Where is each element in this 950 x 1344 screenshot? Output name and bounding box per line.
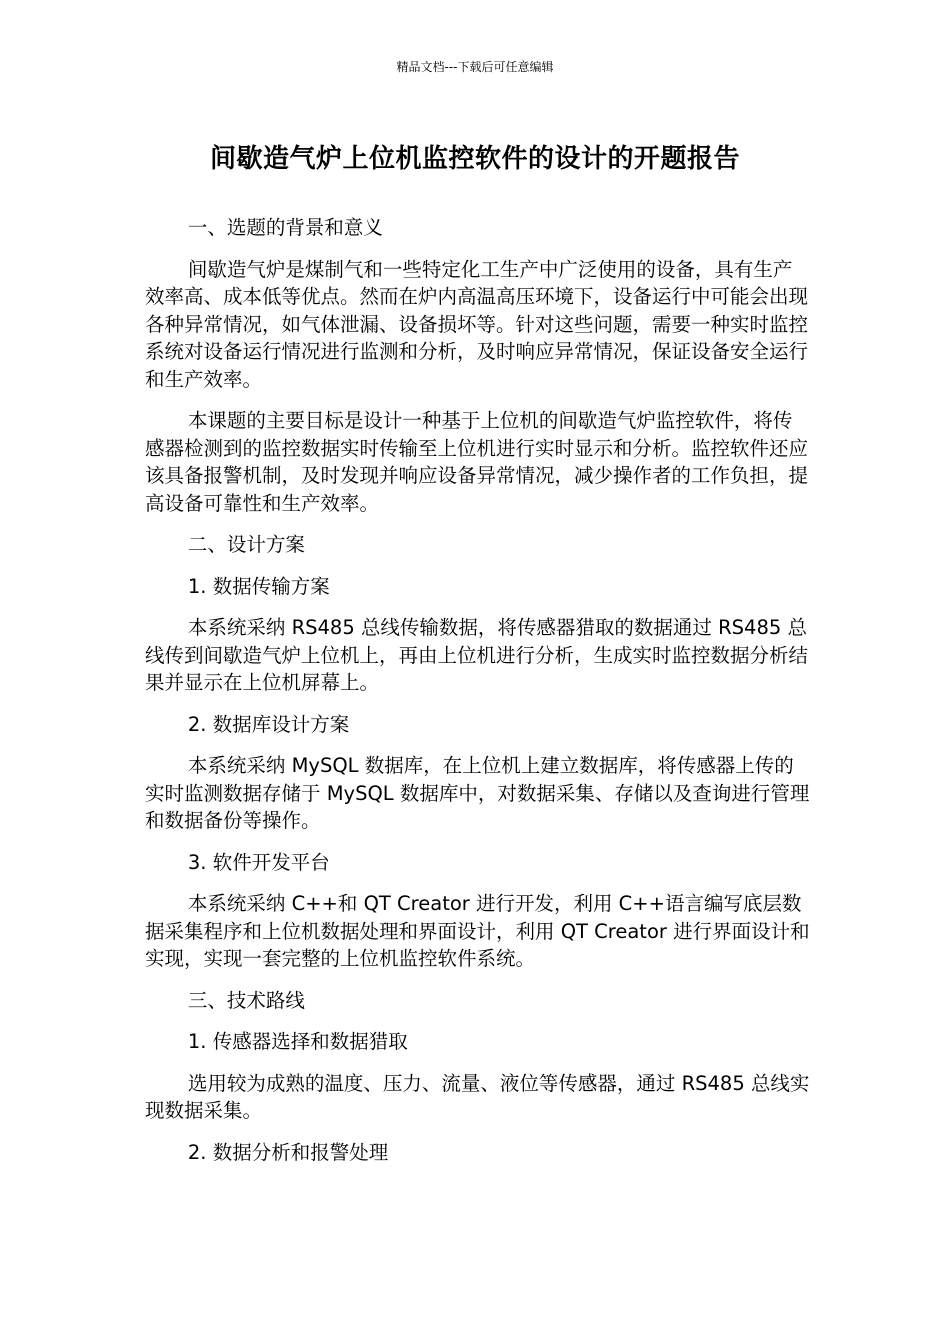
subheading-dev-platform: 3. 软件开发平台 — [187, 850, 330, 874]
document-body — [145, 214, 810, 1180]
paragraph-database-design: 本系统采纳 MySQL 数据库，在上位机上建立数据库，将传感器上传的实时监测数据存储于 MySQL 数据库中，对数据采集、存储以及查询进行管理和数据备份等操作。 — [145, 754, 810, 832]
subheading-database-design: 2. 数据库设计方案 — [187, 712, 350, 736]
header-note: 精品文档---下载后可任意编辑 — [396, 60, 554, 74]
subheading-data-transmission: 1. 数据传输方案 — [187, 574, 330, 598]
section-heading-technical-route: 三、技术路线 — [187, 988, 305, 1012]
section-heading-background: 一、选题的背景和意义 — [187, 216, 383, 239]
paragraph-background: 间歇造气炉是煤制气和一些特定化工生产中广泛使用的设备，具有生产效率高、成本低等优点。然而在炉内高温高压环境下，设备运行中可能会出现各种异常情况，如气体泄漏、设备损坏等。针对这些问题，需要一种实时监控系统对设备运行情况进行监测和分析，及时响应异常情况，保证设备安全运行和生产效率。 — [145, 257, 809, 391]
paragraph-dev-platform: 本系统采纳 C++和 QT Creator 进行开发，利用 C++语言编写底层数据采集程序和上位机数据处理和界面设计，利用 QT Creator 进行界面设计和实现，实现一套完整的上位机监控软件系统。 — [145, 892, 810, 970]
paragraph-data-transmission: 本系统采纳 RS485 总线传输数据，将传感器猎取的数据通过 RS485 总线传到间歇造气炉上位机上，再由上位机进行分析，生成实时监控数据分析结果并显示在上位机屏幕上。 — [145, 616, 809, 694]
subheading-sensor-selection: 1. 传感器选择和数据猎取 — [187, 1030, 408, 1053]
paragraph-objective: 本课题的主要目标是设计一种基于上位机的间歇造气炉监控软件，将传感器检测到的监控数据实时传输至上位机进行实时显示和分析。监控软件还应该具备报警机制，及时发现并响应设备异常情况，减少操作者的工作负担，提高设备可靠性和生产效率。 — [145, 409, 809, 515]
subheading-data-analysis-alarm: 2. 数据分析和报警处理 — [187, 1140, 389, 1164]
paragraph-sensor-selection: 选用较为成熟的温度、压力、流量、液位等传感器，通过 RS485 总线实现数据采集。 — [145, 1071, 810, 1122]
section-heading-design: 二、设计方案 — [187, 533, 305, 556]
document-title: 间歇造气炉上位机监控软件的设计的开题报告 — [209, 144, 740, 174]
